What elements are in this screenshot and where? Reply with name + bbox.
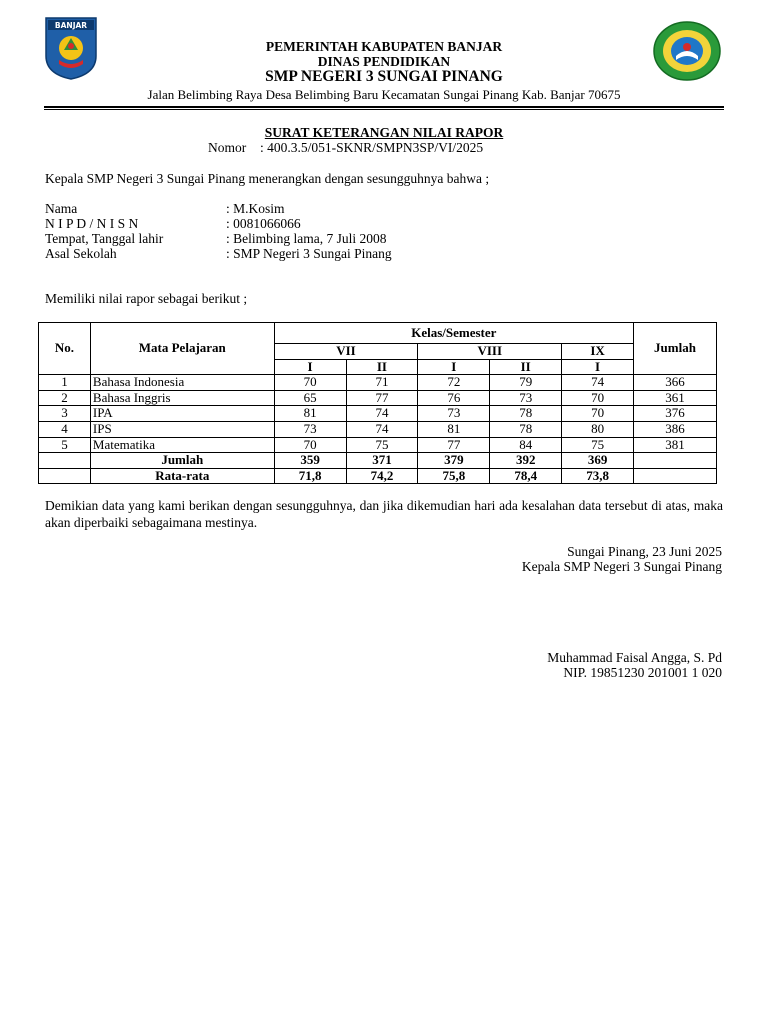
field-name-value: : M.Kosim: [226, 201, 285, 216]
sum-row-empty: [39, 453, 91, 469]
row-score: 73: [274, 421, 346, 437]
row-score: 75: [562, 437, 634, 453]
row-score: 74: [346, 421, 418, 437]
average-value: 73,8: [562, 468, 634, 484]
row-score: 77: [346, 390, 418, 406]
header-semester: II: [490, 359, 562, 375]
header-grade-vii: VII: [274, 344, 418, 360]
row-no: 5: [39, 437, 91, 453]
row-score: 70: [562, 406, 634, 422]
field-name-label: Nama: [45, 201, 78, 216]
letter-number-label: Nomor: [208, 140, 247, 155]
row-score: 78: [490, 406, 562, 422]
row-score: 76: [418, 390, 490, 406]
header-divider-thin: [44, 109, 724, 110]
field-nipd-value: : 0081066066: [226, 216, 301, 231]
row-score: 81: [274, 406, 346, 422]
sum-value: 379: [418, 453, 490, 469]
row-score: 71: [346, 375, 418, 391]
field-birth-value: : Belimbing lama, 7 Juli 2008: [226, 231, 387, 246]
row-score: 70: [274, 437, 346, 453]
letter-number-value: : 400.3.5/051-SKNR/SMPN3SP/VI/2025: [260, 140, 484, 155]
grades-table: [38, 322, 717, 484]
header-address: Jalan Belimbing Raya Desa Belimbing Baru Kecamatan Sungai Pinang Kab. Banjar 70675: [147, 87, 621, 102]
header-total: Jumlah: [634, 323, 717, 375]
row-total: 386: [634, 421, 717, 437]
field-nipd-label: N I P D / N I S N: [45, 216, 139, 231]
row-score: 74: [562, 375, 634, 391]
row-subject: Matematika: [90, 437, 274, 453]
average-row-empty: [39, 468, 91, 484]
row-subject: IPA: [90, 406, 274, 422]
row-score: 74: [346, 406, 418, 422]
table-row: [39, 390, 717, 406]
average-value: 71,8: [274, 468, 346, 484]
row-score: 75: [346, 437, 418, 453]
field-school-label: Asal Sekolah: [45, 246, 117, 261]
header-divider-thick: [44, 106, 724, 108]
header-subject: Mata Pelajaran: [90, 323, 274, 375]
signature-nip: NIP. 19851230 201001 1 020: [563, 665, 722, 680]
sum-value: 359: [274, 453, 346, 469]
row-score: 73: [490, 390, 562, 406]
average-total-empty: [634, 468, 717, 484]
average-value: 78,4: [490, 468, 562, 484]
header-department: DINAS PENDIDIKAN: [317, 54, 451, 69]
row-subject: Bahasa Inggris: [90, 390, 274, 406]
field-school-value: : SMP Negeri 3 Sungai Pinang: [226, 246, 392, 261]
letter-title: SURAT KETERANGAN NILAI RAPOR: [264, 125, 504, 140]
sum-value: 392: [490, 453, 562, 469]
emblem-label: BANJAR: [54, 21, 88, 30]
signature-name: Muhammad Faisal Angga, S. Pd: [547, 650, 722, 665]
header-government: PEMERINTAH KABUPATEN BANJAR: [265, 39, 503, 54]
closing-paragraph: Demikian data yang kami berikan dengan sesungguhnya, dan jika dikemudian hari ada kesalahan data tersebut di atas, maka akan diperbaiki sebagaimana mestinya.: [45, 498, 723, 530]
row-total: 381: [634, 437, 717, 453]
average-value: 74,2: [346, 468, 418, 484]
sum-label: Jumlah: [90, 453, 274, 469]
sum-total-empty: [634, 453, 717, 469]
sum-value: 369: [562, 453, 634, 469]
row-score: 84: [490, 437, 562, 453]
row-no: 4: [39, 421, 91, 437]
header-school-name: SMP NEGERI 3 SUNGAI PINANG: [265, 68, 503, 85]
row-total: 361: [634, 390, 717, 406]
row-score: 70: [274, 375, 346, 391]
table-intro: Memiliki nilai rapor sebagai berikut ;: [45, 291, 248, 306]
row-total: 376: [634, 406, 717, 422]
header-grade-viii: VIII: [418, 344, 562, 360]
row-score: 77: [418, 437, 490, 453]
header-semester: I: [274, 359, 346, 375]
row-subject: IPS: [90, 421, 274, 437]
row-score: 70: [562, 390, 634, 406]
row-total: 366: [634, 375, 717, 391]
signature-place-date: Sungai Pinang, 23 Juni 2025: [567, 544, 722, 559]
row-score: 79: [490, 375, 562, 391]
letter-intro: Kepala SMP Negeri 3 Sungai Pinang menerangkan dengan sesungguhnya bahwa ;: [45, 171, 490, 186]
header-semester: I: [418, 359, 490, 375]
header-grade-ix: IX: [562, 344, 634, 360]
row-score: 73: [418, 406, 490, 422]
signature-position: Kepala SMP Negeri 3 Sungai Pinang: [521, 559, 722, 574]
row-score: 81: [418, 421, 490, 437]
row-score: 65: [274, 390, 346, 406]
table-row: [39, 437, 717, 453]
sum-row: [39, 453, 717, 469]
average-row: [39, 468, 717, 484]
header-class-semester: Kelas/Semester: [274, 323, 633, 344]
row-no: 1: [39, 375, 91, 391]
row-score: 80: [562, 421, 634, 437]
average-value: 75,8: [418, 468, 490, 484]
table-row: [39, 421, 717, 437]
table-row: [39, 375, 717, 391]
average-label: Rata-rata: [90, 468, 274, 484]
header-semester: I: [562, 359, 634, 375]
row-no: 2: [39, 390, 91, 406]
sum-value: 371: [346, 453, 418, 469]
row-score: 72: [418, 375, 490, 391]
field-birth-label: Tempat, Tanggal lahir: [45, 231, 164, 246]
header-semester: II: [346, 359, 418, 375]
table-row: [39, 406, 717, 422]
letter-number: [208, 140, 483, 156]
header-no: No.: [39, 323, 91, 375]
row-score: 78: [490, 421, 562, 437]
row-no: 3: [39, 406, 91, 422]
row-subject: Bahasa Indonesia: [90, 375, 274, 391]
